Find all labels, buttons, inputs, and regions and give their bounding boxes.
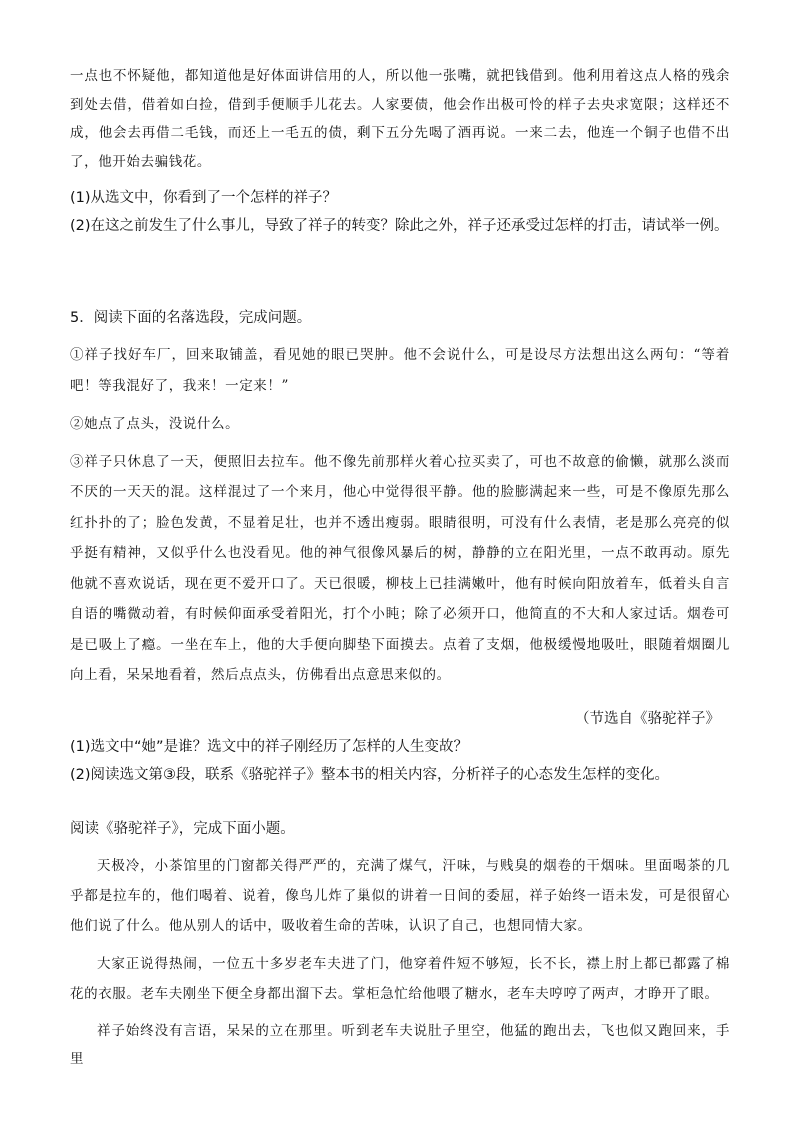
passage4-question-2: (2)在这之前发生了什么事儿，导致了祥子的转变？除此之外，祥子还承受过怎样的打击，请试举一例。	[70, 218, 729, 234]
section6-paragraph-3: 祥子始终没有言语，呆呆的立在那里。听到老车夫说肚子里空，他猛的跑出去，飞也似又跑回来，手里	[70, 1022, 730, 1067]
section5-question-1: (1)选文中“她”是谁？选文中的祥子刚经历了怎样的人生变故？	[70, 738, 469, 755]
passage4-text: 一点也不怀疑他，都知道他是好体面讲信用的人，所以他一张嘴，就把钱借到。他利用着这点人格的残余到处去借，借着如白捡，借到手便顺手儿花去。人家要债，他会作出极可怜的样子去央求宽限；这样还不成，他会去再借二毛钱，而还上一毛五的债，剩下五分先喝了酒再说。一来二去，他连一个铜子也借不出了，他开始去骗钱花。	[70, 68, 730, 170]
section5-paragraph-3: ③祥子只休息了一天，便照旧去拉车。他不像先前那样火着心拉买卖了，可也不故意的偷懒，就那么淡而不厌的一天天的混。这样混过了一个来月，他心中觉得很平静。他的脸膨满起来一些，可是不像原先那么红扑扑的了；脸色发黄，不显着足壮，也并不透出瘦弱。眼睛很明，可没有什么表情，老是那么亮亮的似乎挺有精神，又似乎什么也没看见。他的神气很像风暴后的树，静静的立在阳光里，一点不敢再动。原先他就不喜欢说话，现在更不爱开口了。天已很暖，柳枝上已挂满嫩叶，他有时候向阳放着车，低着头自言自语的嘴微动着，有时候仰面承受着阳光，打个小盹；除了必须开口，他简直的不大和人家过话。烟卷可是已吸上了瘾。一坐在车上，他的大手便向脚垫下面摸去。点着了支烟，他极缓慢地吸吐，眼随着烟圈儿向上看，呆呆地看着，然后点点头，仿佛看出点意思来似的。	[70, 453, 730, 683]
section6-paragraph-2: 大家正说得热闹，一位五十多岁老车夫进了门，他穿着件短不够短，长不长，襟上肘上都已都露了棉花的衣服。老车夫刚坐下便全身都出溜下去。掌柜急忙给他喂了糖水，老车夫哼哼了两声，才睁开了眼。	[70, 955, 730, 1002]
source-note: （节选自《骆驼祥子》	[575, 710, 720, 727]
section5-paragraph-2: ②她点了点头，没说什么。	[70, 416, 240, 432]
document-page	[70, 62, 730, 1074]
section6-heading: 阅读《骆驼祥子》，完成下面小题。	[70, 820, 295, 837]
section5-question-2: (2)阅读选文第③段，联系《骆驼祥子》整本书的相关内容，分析祥子的心态发生怎样的变化。	[70, 766, 670, 783]
section6-paragraph-1: 天极冷，小茶馆里的门窗都关得严严的，充满了煤气，汗味，与贱臭的烟卷的干烟味。里面喝茶的几乎都是拉车的，他们喝着、说着，像鸟儿炸了巢似的讲着一日间的委屈，祥子始终一语未发，可是很留心他们说了什么。他从别人的话中，吸收着生命的苦味，认识了自己，也想同情大家。	[70, 857, 730, 934]
section5-paragraph-1: ①祥子找好车厂，回来取铺盖，看见她的眼已哭肿。他不会说什么，可是设尽方法想出这么两句：“等着吧！等我混好了，我来！一定来！”	[70, 347, 730, 394]
section5-heading: 5．阅读下面的名落选段，完成问题。	[70, 310, 312, 326]
passage4-question-1: (1)从选文中，你看到了一个怎样的祥子？	[70, 190, 338, 206]
